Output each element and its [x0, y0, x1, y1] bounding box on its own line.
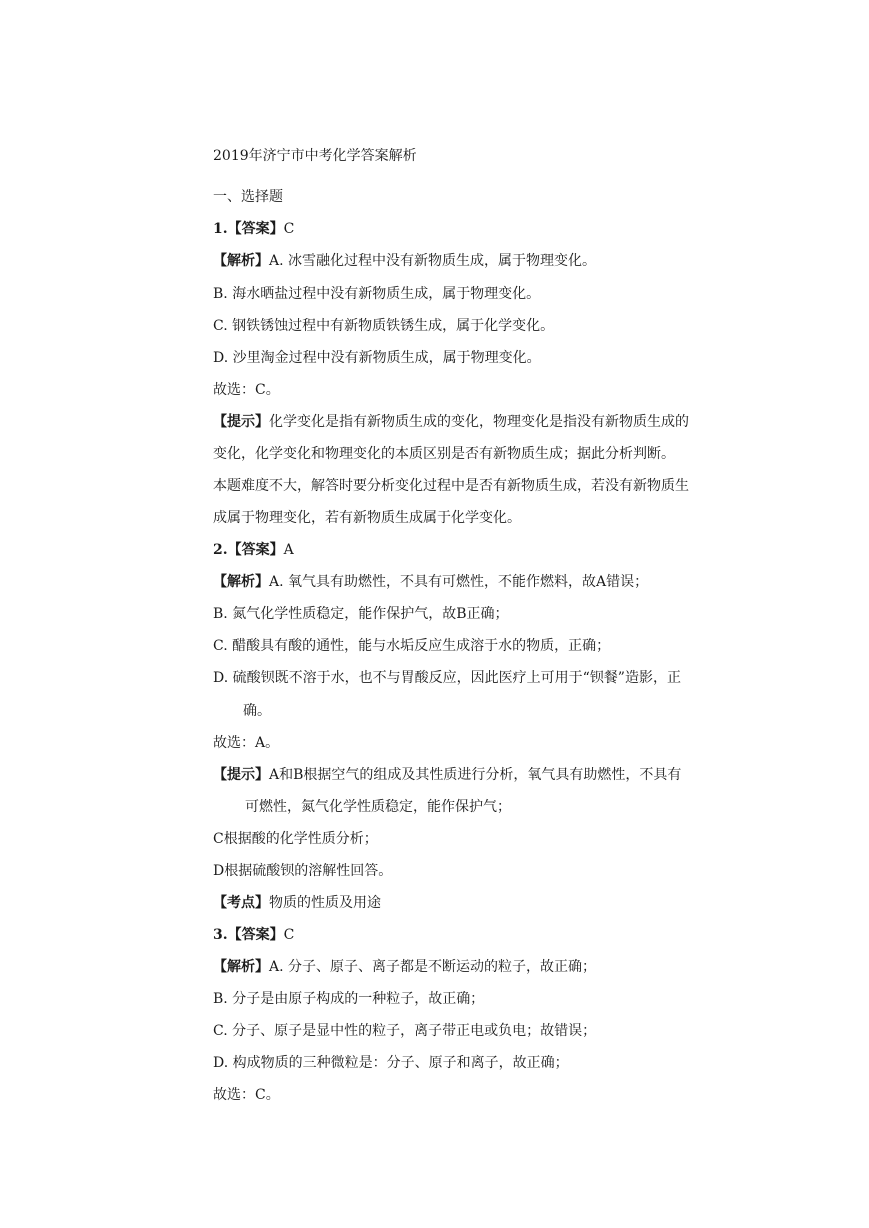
q1-tip-line-4: 成属于物理变化，若有新物质生成属于化学变化。 — [213, 510, 521, 526]
analysis-text: A. 冰雪融化过程中没有新物质生成，属于物理变化。 — [269, 253, 597, 269]
q1-choice: 故选：C。 — [213, 382, 280, 398]
answer-value: C — [283, 221, 295, 237]
q2-answer-line — [213, 540, 294, 560]
q3-answer-line — [213, 925, 294, 945]
tip-text: 化学变化是指有新物质生成的变化，物理变化是指没有新物质生成的 — [269, 414, 689, 430]
q1-analysis-b: B. 海水晒盐过程中没有新物质生成，属于物理变化。 — [213, 286, 541, 302]
answer-label: 3.【答案】 — [213, 927, 284, 943]
q2-choice: 故选：A。 — [213, 735, 280, 751]
q2-analysis-a — [213, 572, 648, 592]
analysis-text: A. 分子、原子、离子都是不断运动的粒子，故正确； — [269, 959, 597, 975]
answer-value: A — [283, 542, 294, 558]
q3-analysis-d: D. 构成物质的三种微粒是：分子、原子和离子，故正确； — [213, 1055, 569, 1071]
q1-tip-line-2: 变化，化学变化和物理变化的本质区别是否有新物质生成；据此分析判断。 — [213, 446, 675, 462]
answer-label: 1.【答案】 — [213, 221, 284, 237]
q3-choice: 故选：C。 — [213, 1087, 280, 1103]
analysis-text: A. 氧气具有助燃性，不具有可燃性，不能作燃料，故A错误； — [269, 574, 649, 590]
q2-point-line — [213, 893, 381, 913]
q2-tip-line-2: 可燃性，氮气化学性质稳定，能作保护气； — [245, 799, 511, 815]
q2-tip-line-3: C根据酸的化学性质分析； — [213, 831, 378, 847]
q1-analysis-d: D. 沙里淘金过程中没有新物质生成，属于物理变化。 — [213, 350, 541, 366]
q3-analysis-c: C. 分子、原子是显中性的粒子，离子带正电或负电；故错误； — [213, 1023, 597, 1039]
tip-label: 【提示】 — [213, 767, 269, 783]
q1-tip-line-3: 本题难度不大，解答时要分析变化过程中是否有新物质生成，若没有新物质生 — [213, 478, 689, 494]
analysis-label: 【解析】 — [213, 574, 269, 590]
answer-label: 2.【答案】 — [213, 542, 284, 558]
q2-tip-line-4: D根据硫酸钡的溶解性回答。 — [213, 863, 393, 879]
q2-analysis-c: C. 醋酸具有酸的通性，能与水垢反应生成溶于水的物质，正确； — [213, 638, 611, 654]
q1-analysis-a — [213, 251, 596, 271]
q1-analysis-c: C. 钢铁锈蚀过程中有新物质铁锈生成，属于化学变化。 — [213, 318, 555, 334]
analysis-label: 【解析】 — [213, 253, 269, 269]
q1-answer-line — [213, 219, 294, 239]
q2-analysis-b: B. 氮气化学性质稳定，能作保护气，故B正确； — [213, 606, 509, 622]
section-heading: 一、选择题 — [213, 189, 283, 205]
q2-analysis-d-2: 确。 — [243, 703, 271, 719]
tip-label: 【提示】 — [213, 414, 269, 430]
point-label: 【考点】 — [213, 895, 269, 911]
answer-value: C — [283, 927, 295, 943]
tip-text: A和B根据空气的组成及其性质进行分析，氧气具有助燃性，不具有 — [269, 767, 682, 783]
q3-analysis-a — [213, 957, 596, 977]
document-title: 2019年济宁市中考化学答案解析 — [213, 148, 417, 164]
q2-analysis-d-1: D. 硫酸钡既不溶于水，也不与胃酸反应，因此医疗上可用于“钡餐”造影，正 — [213, 670, 681, 686]
point-text: 物质的性质及用途 — [269, 895, 381, 911]
q1-tip-line-1 — [213, 412, 689, 432]
analysis-label: 【解析】 — [213, 959, 269, 975]
q3-analysis-b: B. 分子是由原子构成的一种粒子，故正确； — [213, 991, 485, 1007]
q2-tip-line-1 — [213, 765, 681, 785]
